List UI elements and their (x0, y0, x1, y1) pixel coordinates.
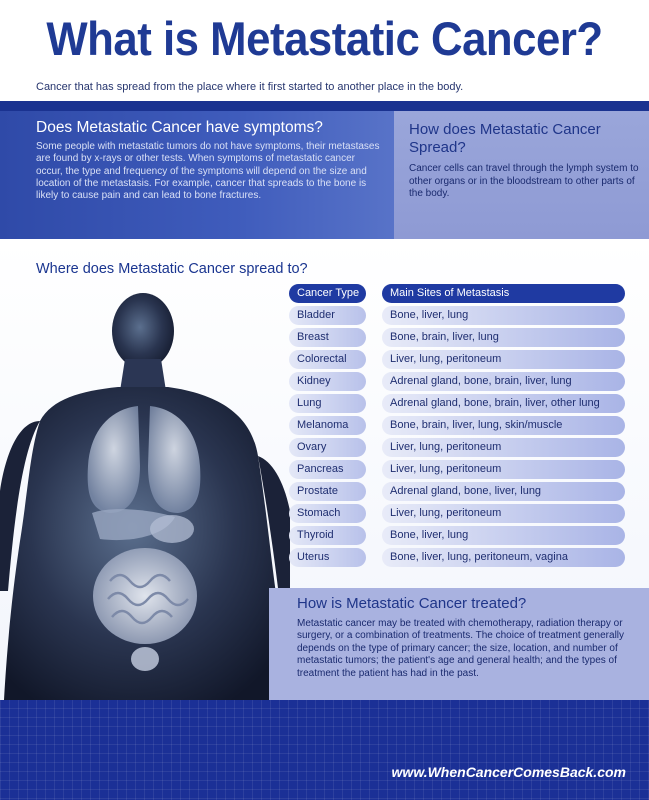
table-row-type: Uterus (289, 548, 366, 567)
table-row-type: Prostate (289, 482, 366, 501)
treatment-heading: How is Metastatic Cancer treated? (297, 595, 527, 612)
table-row-sites: Adrenal gland, bone, liver, lung (382, 482, 625, 501)
symptoms-heading: Does Metastatic Cancer have symptoms? (36, 119, 323, 136)
bladder-shape (131, 647, 159, 671)
spread-text: Cancer cells can travel through the lymph system to other organs or in the bloodstream to other parts of the body. (409, 163, 639, 200)
table-row-sites: Bone, liver, lung (382, 526, 625, 545)
table-row-type: Bladder (289, 306, 366, 325)
header-main-sites: Main Sites of Metastasis (382, 284, 625, 303)
table-row-type: Kidney (289, 372, 366, 391)
spread-heading: How does Metastatic Cancer Spread? (409, 121, 601, 156)
table-row-sites: Liver, lung, peritoneum (382, 504, 625, 523)
table-row-sites: Adrenal gland, bone, brain, liver, lung (382, 372, 625, 391)
footer-banner (0, 700, 649, 800)
table-row-type: Ovary (289, 438, 366, 457)
website-link[interactable]: www.WhenCancerComesBack.com (391, 764, 626, 780)
header-cancer-type: Cancer Type (289, 284, 366, 303)
table-row-type: Stomach (289, 504, 366, 523)
page-title: What is Metastatic Cancer? (46, 12, 603, 65)
table-row-sites: Bone, brain, liver, lung, skin/muscle (382, 416, 625, 435)
treatment-text: Metastatic cancer may be treated with chemotherapy, radiation therapy or surgery, or a combination of treatments. The choice of treatment generally depends on the type of primary cancer; the size, location, and number of metastatic tumors; the patient's age and general health; and the types of treatment the patient has had in the past. (297, 618, 625, 679)
table-row-sites: Bone, brain, liver, lung (382, 328, 625, 347)
table-row-sites: Liver, lung, peritoneum (382, 438, 625, 457)
where-heading: Where does Metastatic Cancer spread to? (36, 261, 308, 277)
page-subtitle: Cancer that has spread from the place where it first started to another place in the body. (36, 81, 464, 93)
table-row-sites: Liver, lung, peritoneum (382, 460, 625, 479)
head-shape (112, 293, 174, 369)
table-row-type: Breast (289, 328, 366, 347)
neck-shape (120, 359, 166, 391)
table-row-sites: Bone, liver, lung, peritoneum, vagina (382, 548, 625, 567)
treatment-section (269, 588, 649, 700)
symptoms-text: Some people with metastatic tumors do not have symptoms, their metastases are found by x-rays or other tests. When symptoms of metastatic cancer occur, the type and frequency of the symptoms will depend on the size and location of the metastasis. For example, cancer that spreads to the bone is likely to cause pain and can lead to bone fractures. (36, 141, 380, 202)
symptoms-section (0, 111, 394, 239)
divider-band (0, 101, 649, 111)
intestines-shape (93, 548, 197, 644)
table-row-sites: Liver, lung, peritoneum (382, 350, 625, 369)
spread-section (394, 111, 649, 239)
table-row-sites: Adrenal gland, bone, brain, liver, other lung (382, 394, 625, 413)
table-row-type: Colorectal (289, 350, 366, 369)
table-row-type: Lung (289, 394, 366, 413)
table-row-type: Melanoma (289, 416, 366, 435)
main-section (0, 239, 649, 700)
human-body-illustration (0, 291, 290, 700)
subtitle-bar (0, 78, 649, 101)
table-row-type: Pancreas (289, 460, 366, 479)
table-row-sites: Bone, liver, lung (382, 306, 625, 325)
table-row-type: Thyroid (289, 526, 366, 545)
title-banner (0, 0, 649, 78)
stomach-shape (150, 515, 194, 543)
